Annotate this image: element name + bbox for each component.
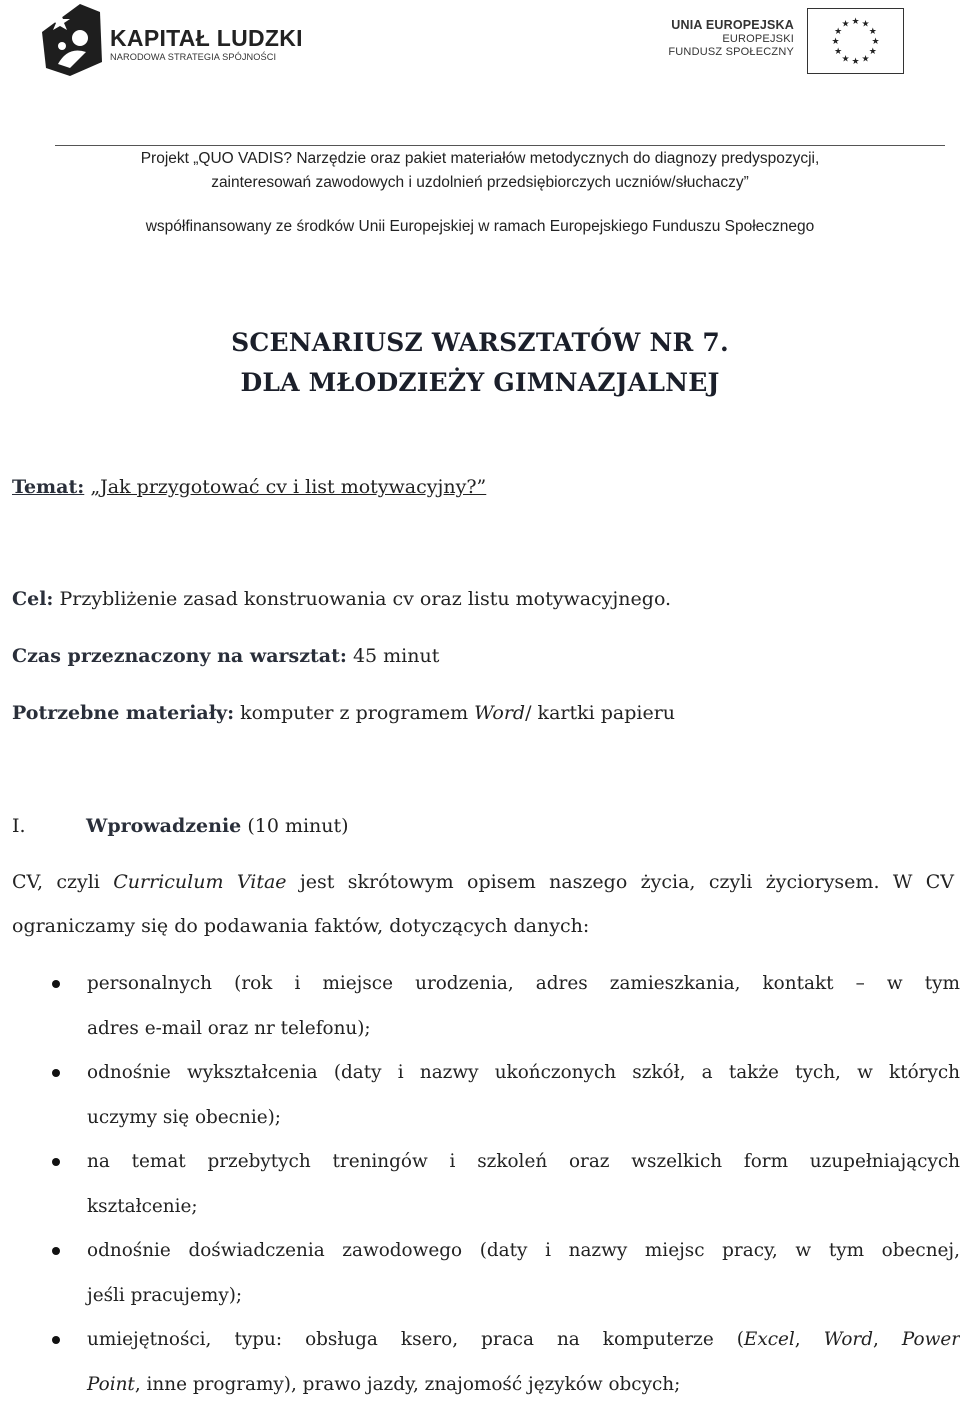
ue-line-2: FUNDUSZ SPOŁECZNY	[668, 46, 794, 58]
goal-line	[12, 588, 671, 610]
goal-value: Przybliżenie zasad konstruowania cv oraz listu motywacyjnego.	[60, 588, 672, 610]
list-item-line-1: odnośnie doświadczenia zawodowego (daty i nazwy miejsc pracy, w tym obecnej,	[87, 1229, 960, 1274]
svg-text:★: ★	[841, 20, 849, 30]
svg-text:★: ★	[869, 27, 877, 37]
list-item-line-1: personalnych (rok i miejsce urodzenia, adres zamieszkania, kontakt – w tym	[87, 962, 960, 1007]
bullet-icon	[52, 1247, 60, 1255]
list-item-line-2: uczymy się obecnie);	[87, 1096, 960, 1141]
materials-value-b: / kartki papieru	[525, 702, 675, 724]
duration-line	[12, 645, 439, 667]
section-number: I.	[12, 815, 26, 837]
ue-title: UNIA EUROPEJSKA	[668, 18, 794, 32]
svg-text:★: ★	[871, 37, 879, 47]
project-line-1: Projekt „QUO VADIS? Narzędzie oraz pakiet materiałów metodycznych do diagnozy predyspozycji,	[0, 150, 960, 168]
topic-value: „Jak przygotować cv i list motywacyjny?”	[90, 476, 486, 498]
ue-line-1: EUROPEJSKI	[668, 33, 794, 45]
section-duration: (10 minut)	[247, 815, 348, 837]
list-item	[0, 1318, 960, 1407]
svg-text:★: ★	[834, 27, 842, 37]
materials-value-word: Word	[474, 702, 525, 724]
list-item	[0, 1140, 960, 1229]
intro-paragraph	[12, 860, 954, 948]
intro-l1-ital: Curriculum Vitae	[113, 871, 286, 893]
materials-label: Potrzebne materiały:	[12, 702, 234, 724]
list-item-line-2	[87, 1363, 960, 1407]
header-rule	[55, 145, 945, 146]
skills-excel: Excel	[744, 1329, 795, 1350]
funding-line: współfinansowany ze środków Unii Europejskiej w ramach Europejskiego Funduszu Społecznego	[0, 218, 960, 236]
svg-text:★: ★	[861, 54, 869, 64]
kapital-ludzki-title: KAPITAŁ LUDZKI	[110, 26, 303, 50]
intro-l1-a: CV, czyli	[12, 871, 100, 893]
goal-label: Cel:	[12, 588, 53, 610]
skills-a: umiejętności, typu: obsługa ksero, praca na komputerze (	[87, 1329, 744, 1350]
section-title: Wprowadzenie	[86, 815, 241, 837]
topic-line	[12, 476, 486, 498]
eu-flag-icon	[807, 8, 904, 74]
intro-line-2: ograniczamy się do podawania faktów, dotyczących danych:	[12, 904, 954, 948]
project-line-2: zainteresowań zawodowych i uzdolnień przedsiębiorczych uczniów/słuchaczy”	[0, 174, 960, 192]
bullet-icon	[52, 1336, 60, 1344]
list-item-line-1: odnośnie wykształcenia (daty i nazwy ukończonych szkół, a także tych, w których	[87, 1051, 960, 1096]
bullet-icon	[52, 980, 60, 988]
skills-point: Point	[87, 1374, 135, 1395]
ue-efs-logo	[668, 8, 904, 74]
duration-value: 45 minut	[353, 645, 439, 667]
list-item-line-1: na temat przebytych treningów i szkoleń oraz wszelkich form uzupełniających	[87, 1140, 960, 1185]
list-item-line-2: kształcenie;	[87, 1185, 960, 1230]
svg-text:★: ★	[851, 17, 859, 27]
scenario-title-line-2: DLA MŁODZIEŻY GIMNAZJALNEJ	[0, 368, 960, 397]
svg-text:★: ★	[841, 54, 849, 64]
skills-b: , inne programy), prawo jazdy, znajomość języków obcych;	[135, 1374, 681, 1395]
skills-sep-1: ,	[795, 1329, 824, 1350]
skills-word: Word	[824, 1329, 873, 1350]
kapital-ludzki-logo	[40, 2, 290, 78]
svg-text:★: ★	[861, 20, 869, 30]
scenario-title-line-1: SCENARIUSZ WARSZTATÓW NR 7.	[0, 328, 960, 357]
list-item	[0, 1229, 960, 1318]
kapital-ludzki-subtitle: NARODOWA STRATEGIA SPÓJNOŚCI	[110, 52, 303, 62]
skills-sep-2: ,	[873, 1329, 902, 1350]
duration-label: Czas przeznaczony na warsztat:	[12, 645, 347, 667]
svg-text:★: ★	[851, 57, 859, 67]
data-categories-list	[0, 962, 960, 1407]
materials-value-a: komputer z programem	[240, 702, 468, 724]
list-item-line-1	[87, 1318, 960, 1363]
svg-text:★: ★	[869, 47, 877, 57]
topic-label: Temat:	[12, 476, 84, 498]
list-item	[0, 1051, 960, 1140]
list-item-line-2: jeśli pracujemy);	[87, 1274, 960, 1319]
svg-text:★: ★	[834, 47, 842, 57]
list-item	[0, 962, 960, 1051]
bullet-icon	[52, 1158, 60, 1166]
list-item-line-2: adres e-mail oraz nr telefonu);	[87, 1007, 960, 1052]
section-heading	[86, 815, 349, 837]
kapital-ludzki-emblem-icon	[40, 2, 106, 78]
svg-text:★: ★	[831, 37, 839, 47]
bullet-icon	[52, 1069, 60, 1077]
intro-l1-b: jest skrótowym opisem naszego życia, czyli życiorysem. W CV	[300, 871, 954, 893]
skills-power: Power	[902, 1329, 960, 1350]
intro-line-1	[12, 860, 954, 904]
materials-line	[12, 702, 675, 724]
